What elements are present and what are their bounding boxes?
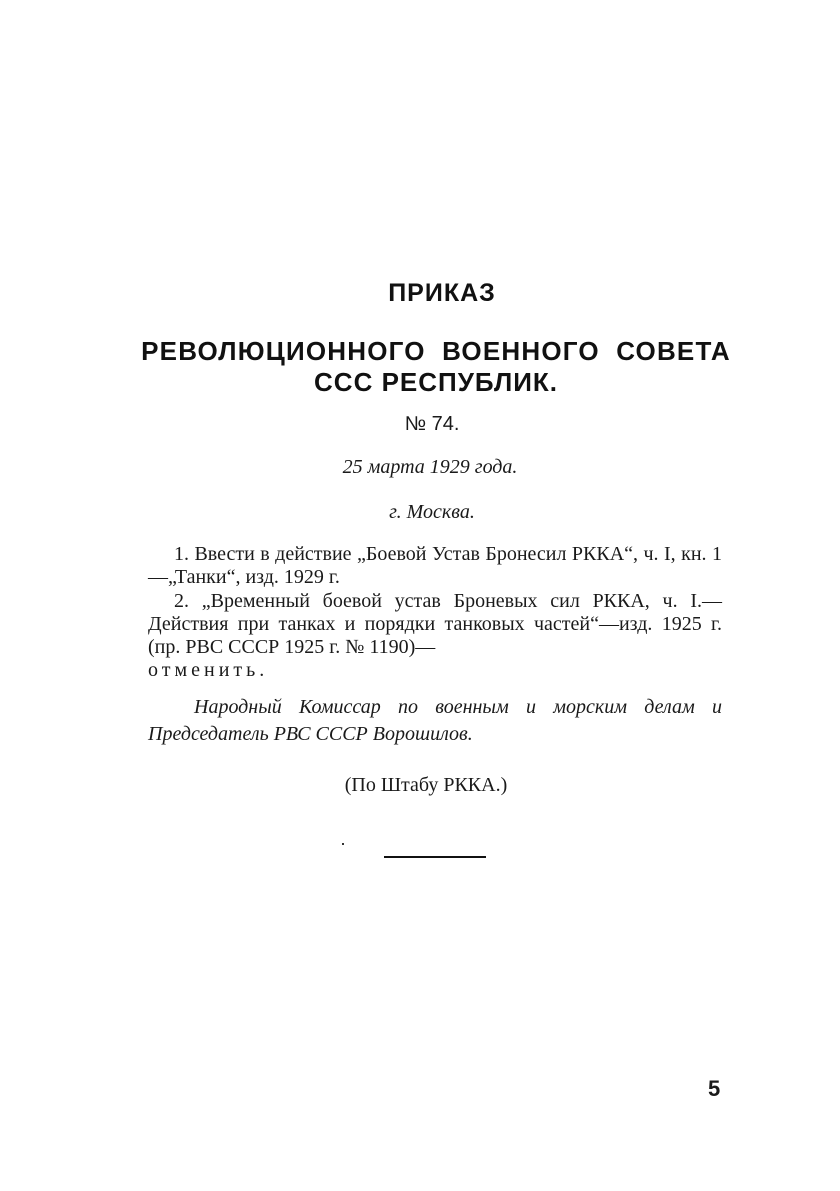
- order-item-1: 1. Ввести в действие „Боевой Устав Бронесил РККА“, ч. I, кн. 1—„Танки“, изд. 1929 г.: [148, 543, 722, 588]
- order-item-2-text: 2. „Временный боевой устав Броневых сил РККА, ч. I.—Действия при танках и порядки танковых частей“—изд. 1925 г. (пр. РВС СССР 1925 г. № 1190)—: [148, 590, 722, 658]
- section-divider: [384, 856, 486, 858]
- order-city: г. Москва.: [389, 501, 475, 523]
- issuing-body-line-1: РЕВОЛЮЦИОННОГО ВОЕННОГО СОВЕТА: [141, 336, 731, 366]
- order-item-2: [148, 590, 722, 682]
- issuing-body-line-2: ССС РЕСПУБЛИК.: [314, 367, 558, 397]
- order-item-2-emphasis: отменить.: [148, 659, 269, 681]
- print-speck: [342, 843, 344, 845]
- signature-block: Народный Комиссар по военным и морским делам и Председатель РВС СССР Ворошилов.: [148, 696, 722, 745]
- source-note: (По Штабу РККА.): [344, 774, 508, 796]
- order-number: № 74.: [404, 413, 460, 435]
- page-number: 5: [708, 1076, 721, 1101]
- order-title: ПРИКАЗ: [388, 279, 496, 307]
- order-date: 25 марта 1929 года.: [342, 456, 518, 478]
